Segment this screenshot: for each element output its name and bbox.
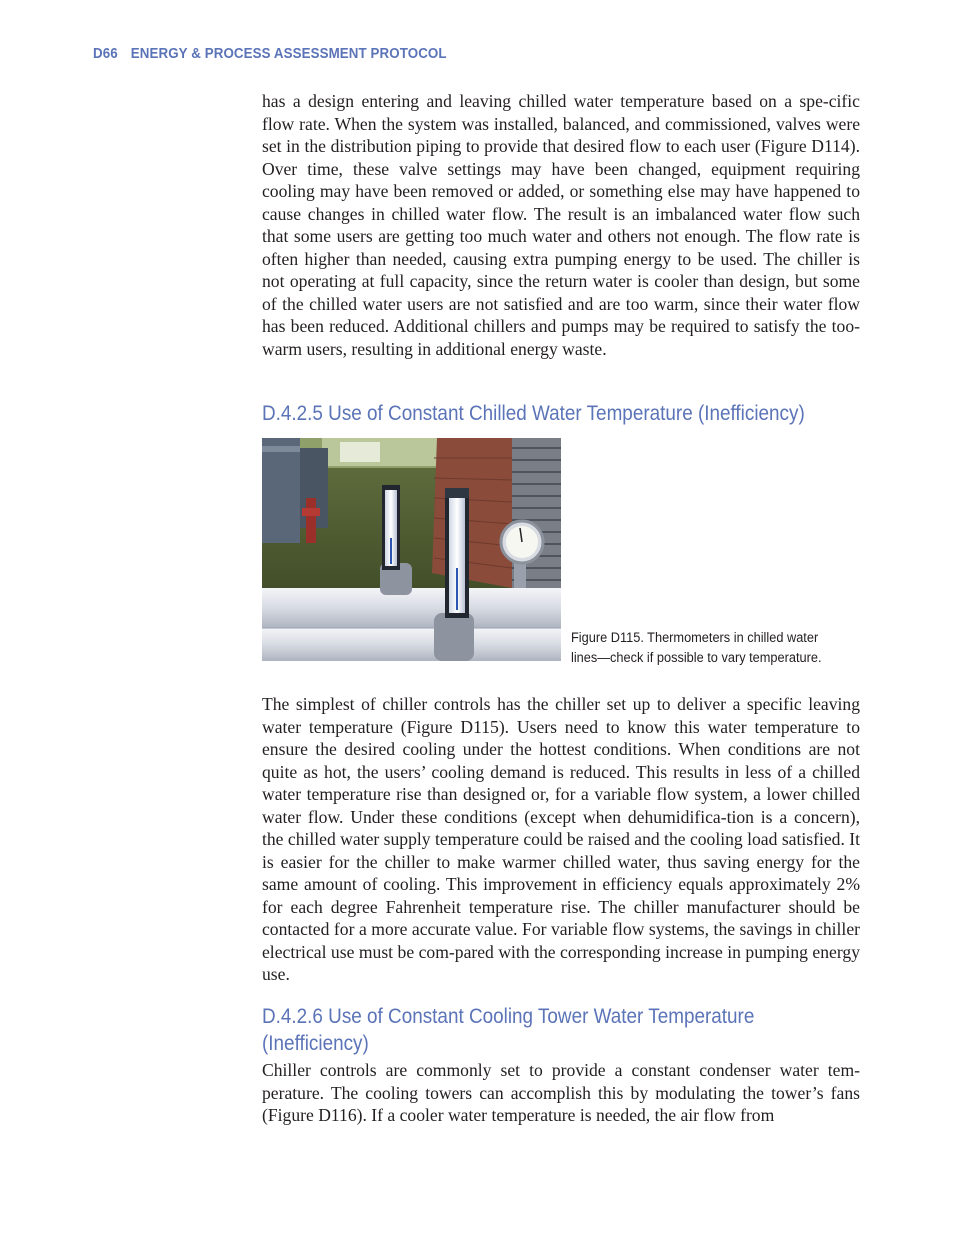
figure-photo: [262, 438, 561, 661]
heading-line-2: (Inefficiency): [262, 1032, 369, 1055]
section-heading: D.4.2.5 Use of Constant Chilled Water Temperature (Inefficiency): [262, 402, 805, 425]
page-number: D66: [93, 46, 118, 62]
running-title: ENERGY & PROCESS ASSESSMENT PROTOCOL: [130, 46, 447, 62]
section-heading: [262, 1003, 802, 1057]
figure-caption: [571, 629, 841, 668]
body-paragraph: Chiller controls are commonly set to provide a constant condenser water tem-perature. The cooling towers can accomplish this by modulating the tower’s fans (Figure D116). If a cooler water temperature is needed, the air flow from: [262, 1060, 860, 1125]
heading-line-1: D.4.2.6 Use of Constant Cooling Tower Water Temperature: [262, 1005, 755, 1028]
body-paragraph: has a design entering and leaving chilled water temperature based on a spe-cific flow rate. When the system was installed, balanced, and commissioned, valves were set in the distribution piping to provide that desired flow to each user (Figure D114). Over time, these valve settings may have been changed, equipment requiring cooling may have been removed or added, or something else may have happened to cause changes in chilled water flow. The result is an imbalanced water flow such that some users are getting too much water and others not enough. The flow rate is often higher than needed, causing extra pumping energy to be used. The chiller is not operating at full capacity, since the return water is cooler than design, but some of the chilled water users are not satisfied and are too warm, since their water flow has been reduced. Additional chillers and pumps may be required to satisfy the too-warm users, resulting in additional energy waste.: [262, 91, 860, 359]
caption-line-1: Figure D115. Thermometers in chilled water: [571, 630, 819, 646]
body-paragraph: The simplest of chiller controls has the chiller set up to deliver a specific leaving water temperature (Figure D115). Users need to know this water temperature to ensure the desired cooling under the hottest conditions. When conditions are not quite as hot, the users’ cooling demand is reduced. This results in less of a chilled water temperature rise than designed or, for a variable flow system, a lower chilled water flow. Under these conditions (except when dehumidifica-tion is a concern), the chilled water supply temperature could be raised and the cooling load satisfied. It is easier for the chiller to make warmer chilled water, thus saving energy for the same amount of cooling. This improvement in efficiency equals approximately 2% for each degree Fahrenheit temperature rise. The chiller manufacturer should be contacted for a more accurate value. For variable flow systems, the savings in chiller electrical use must be com-pared with the corresponding increase in pumping energy use.: [262, 694, 860, 984]
running-head: [93, 46, 447, 62]
caption-line-2: lines—check if possible to vary temperature.: [571, 649, 822, 666]
